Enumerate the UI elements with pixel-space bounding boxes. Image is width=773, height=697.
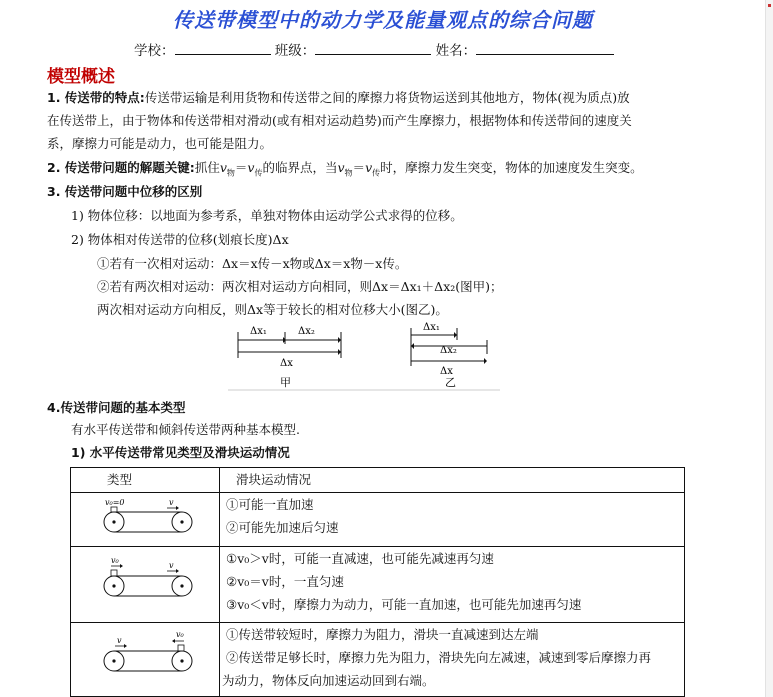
name-label: 姓名： — [435, 43, 477, 59]
p2-text-a: 抓住 — [194, 160, 220, 175]
right-dx1-label: Δx₁ — [423, 322, 440, 333]
belt-diagram-1 — [71, 493, 219, 543]
school-blank[interactable] — [175, 42, 271, 55]
row1-line2: ②可能先加速后匀速 — [226, 520, 339, 535]
belt-diagram-2 — [71, 547, 219, 619]
row3-v-label: v — [117, 636, 122, 645]
table-row — [71, 623, 685, 697]
displacement-diagram — [228, 320, 500, 396]
left-dx1-label: Δx₁ — [250, 326, 267, 337]
p2-line: 2. 传送带问题的解题关键:抓住$v_物=v_传$的临界点，当$v_物=v_传$时，摩擦力发生突变，物体的加速度发生突变。 — [47, 160, 643, 178]
p4-label: 4.传送带问题的基本类型 — [47, 400, 186, 415]
left-dx-label: Δx — [280, 358, 293, 369]
p1-text1: 传送带运输是利用货物和传送带之间的摩擦力将货物运送到其他地方，物体(视为质点)放 — [144, 90, 630, 105]
section-title-overview: 模型概述 — [47, 67, 115, 87]
p4-sub-label: 1) 水平传送带常见类型及滑块运动情况 — [71, 445, 290, 460]
left-dx2-label: Δx₂ — [298, 326, 315, 337]
document-title: 传送带模型中的动力学及能量观点的综合问题 — [173, 8, 593, 32]
right-dx-label: Δx — [440, 366, 453, 377]
belt-diagram-3 — [71, 623, 219, 693]
name-blank[interactable] — [476, 42, 614, 55]
row3-line2: ②传送带足够长时，摩擦力先为阻力，滑块先向左减速，减速到零后摩擦力再 — [226, 650, 652, 665]
header-type: 类型 — [71, 468, 220, 493]
class-label: 班级： — [274, 43, 316, 59]
left-caption: 甲 — [280, 376, 291, 389]
table-header-row — [71, 468, 685, 493]
school-label: 学校： — [134, 43, 175, 59]
p3-sub2: ②若有两次相对运动：两次相对运动方向相同，则Δx＝Δx₁＋Δx₂(图甲)； — [97, 279, 503, 294]
p2-text-c: 时，摩擦力发生突变，物体的加速度发生突变。 — [380, 160, 643, 175]
row2-line3: ③v₀＜v时，摩擦力为动力，可能一直加速，也可能先加速再匀速 — [226, 597, 582, 612]
p1-label: 1. 传送带的特点: — [47, 90, 145, 105]
row3-situation — [220, 623, 685, 697]
row1-v-label: v — [169, 498, 174, 507]
row1-v0-label: v₀=0 — [105, 498, 125, 507]
row1-line1: ①可能一直加速 — [226, 497, 314, 512]
row2-line1: ①v₀＞v时，可能一直减速，也可能先减速再匀速 — [226, 551, 494, 566]
row2-figure — [71, 547, 220, 623]
right-dx2-label: Δx₂ — [440, 345, 457, 356]
row2-situation — [220, 547, 685, 623]
p1-line2: 在传送带上，由于物体和传送带相对滑动(或有相对运动趋势)而产生摩擦力，根据物体和传送带间的速度关 — [47, 113, 632, 128]
row1-situation — [220, 493, 685, 547]
right-caption: 乙 — [445, 376, 456, 389]
p2-label: 2. 传送带问题的解题关键: — [47, 160, 195, 175]
row3-v0-label: v₀ — [176, 630, 184, 639]
row3-figure — [71, 623, 220, 697]
conveyor-types-table — [70, 467, 685, 697]
class-blank[interactable] — [315, 42, 431, 55]
p3-sub2b: 两次相对运动方向相反，则Δx等于较长的相对位移大小(图乙)。 — [97, 302, 448, 317]
p1-line3: 系，摩擦力可能是动力，也可能是阻力。 — [47, 136, 273, 151]
row2-v0-label: v₀ — [111, 556, 119, 565]
row3-line3: 为动力，物体反向加速运动回到右端。 — [222, 673, 435, 688]
header-situation: 滑块运动情况 — [220, 468, 685, 493]
p3-item1: 1) 物体位移：以地面为参考系，单独对物体由运动学公式求得的位移。 — [71, 208, 463, 223]
row2-line2: ②v₀＝v时，一直匀速 — [226, 574, 344, 589]
row1-figure — [71, 493, 220, 547]
p3-item2: 2) 物体相对传送带的位移(划痕长度)Δx — [71, 232, 289, 247]
p2-text-b: 的临界点，当 — [262, 160, 338, 175]
scroll-marker — [768, 4, 771, 7]
p3-label: 3. 传送带问题中位移的区别 — [47, 184, 203, 199]
student-info-line — [134, 39, 614, 59]
table-row — [71, 547, 685, 623]
page-scrollbar[interactable] — [765, 0, 773, 697]
row3-line1: ①传送带较短时，摩擦力为阻力，滑块一直减速到达左端 — [226, 627, 539, 642]
row2-v-label: v — [169, 561, 174, 570]
p3-sub1: ①若有一次相对运动：Δx＝x传－x物或Δx＝x物－x传。 — [97, 256, 408, 271]
table-row — [71, 493, 685, 547]
p4-text: 有水平传送带和倾斜传送带两种基本模型. — [71, 422, 300, 437]
p1-line1 — [47, 86, 630, 109]
